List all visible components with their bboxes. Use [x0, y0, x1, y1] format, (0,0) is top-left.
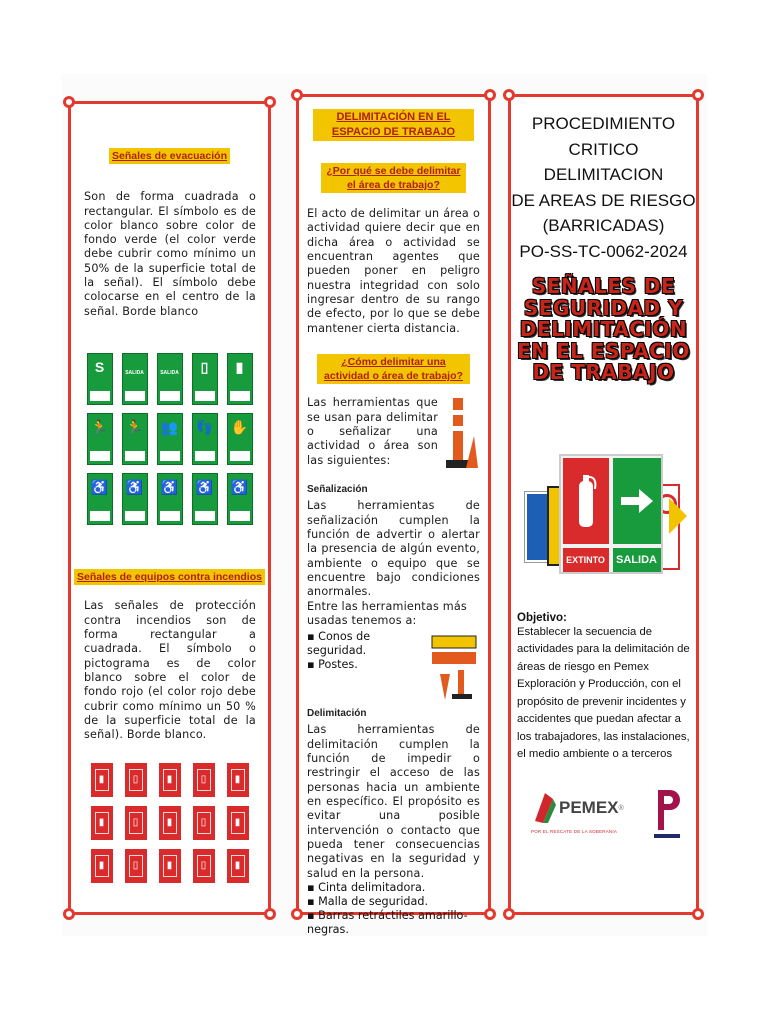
fire-equipment-sign [227, 763, 249, 797]
signs-illustration [519, 454, 689, 604]
traffic-cone-post-icon [438, 396, 480, 476]
fire-equipment-icon: ▯ [197, 769, 211, 791]
fire-equipment-text: Las señales de protección contra incendios son de forma rectangular a cuadrada. El símbolo o pictograma es de color blanco sobre el color de fondo rojo (el color rojo debe cubrir como mínimo un 50 % de la superficie total de la señal). Borde blanco. [84, 599, 256, 742]
procedure-title-line: PROCEDIMIENTO [531, 114, 676, 133]
evacuation-text: Son de forma cuadrada o rectangular. El símbolo es de color blanco sobre color de fondo verde (el color verde debe cubrir como mínimo un 50% de la superficie total de la señal). El símbolo debe colocarse en el centro de la señal. Borde blanco [84, 190, 256, 318]
pemex-wordmark: PEMEX [559, 798, 619, 818]
fire-equipment-sign [227, 806, 249, 840]
procedure-title-line: (BARRICADAS) [542, 216, 665, 235]
fire-equipment-icon: ▮ [231, 769, 245, 791]
exit-arrow-icon [613, 458, 661, 544]
evacuation-sign [122, 473, 148, 525]
fire-equipment-icon: ▯ [129, 855, 143, 877]
sign-caption-strip [160, 511, 180, 521]
sign-pictogram-icon: ♿ [160, 479, 179, 496]
fire-equipment-sign [227, 849, 249, 883]
delimitation-title: DELIMITACIÓN EN EL ESPACIO DE TRABAJO [313, 109, 474, 141]
panel-middle [296, 94, 491, 936]
fire-equipment-sign [159, 806, 181, 840]
question-how: ¿Cómo delimitar una actividad o área de trabajo? [317, 354, 470, 384]
evacuation-sign [227, 353, 253, 405]
fire-equipment-sign [91, 763, 113, 797]
evacuation-sign [87, 413, 113, 465]
corner-ornament [484, 89, 496, 101]
panel-cover [508, 94, 699, 915]
fire-equipment-sign [159, 763, 181, 797]
sign-pictogram-icon: ▮ [235, 359, 244, 376]
p-logo-icon [652, 786, 682, 840]
logos-row [531, 786, 682, 840]
sign-pictogram-icon: ♿ [125, 479, 144, 496]
cones-barrier-icon [428, 630, 480, 700]
fire-equipment-icon: ▮ [231, 855, 245, 877]
sign-pictogram-icon: ♿ [230, 479, 249, 496]
list-item: ▪ Postes. [307, 658, 428, 672]
evacuation-sign [192, 473, 218, 525]
answer-how: Las herramientas que se usan para delimitar o señalizar una actividad o área son las siguientes: [307, 396, 438, 467]
sign-pictogram-icon: 🏃 [90, 419, 109, 436]
corner-ornament [503, 89, 515, 101]
sign-caption-strip [160, 451, 180, 461]
panel-left [68, 101, 271, 915]
sign-caption-strip [195, 451, 215, 461]
fire-equipment-sign [193, 849, 215, 883]
sign-caption-strip [230, 511, 250, 521]
objective-text: Establecer la secuencia de actividades para la delimitación de áreas de riesgo en Pemex Exploración y Producción, con el propósito de prevenir incidentes y accidentes que puedan afectar a los trabajadores, las instalaciones, el medio ambiente o a terceros [517, 625, 690, 761]
fire-equipment-icon: ▯ [129, 769, 143, 791]
fire-equipment-icon: ▮ [163, 812, 177, 834]
main-heading-line: SEGURIDAD Y [523, 295, 684, 320]
extinguisher-label: EXTINTO [563, 548, 609, 572]
delimitation-text: Las herramientas de delimitación cumplen la función de impedir o restringir el acceso de las personas hacia un ambiente en específico. El propósito es evitar una posible intervención o contacto que pueda tener consecuencias negativas en la seguridad y salud en la persona. [307, 723, 480, 880]
sign-caption-strip [230, 451, 250, 461]
registered-mark: ® [618, 804, 624, 812]
corner-ornament [63, 908, 75, 920]
list-item: ▪ Conos de seguridad. [307, 630, 428, 658]
procedure-title-line: CRITICO DELIMITACION [543, 139, 664, 184]
fire-signs-grid [71, 763, 268, 883]
corner-ornament [264, 908, 276, 920]
fire-equipment-sign [193, 763, 215, 797]
pemex-tagline: POR EL RESCATE DE LA SOBERANÍA [531, 829, 618, 835]
procedure-title [511, 111, 696, 264]
evacuation-signs-grid [71, 353, 268, 525]
sign-caption-strip [230, 391, 250, 401]
main-sign-board [559, 454, 663, 574]
main-heading-line: SEÑALES DE [531, 274, 676, 298]
procedure-title-line: DE AREAS DE RIESGO [511, 190, 696, 210]
signaling-subtitle: Señalización [307, 484, 368, 496]
evacuation-sign [87, 353, 113, 405]
signaling-tools-list [307, 630, 428, 700]
sign-pictogram-icon: S [94, 359, 105, 376]
pemex-eagle-icon [531, 791, 557, 825]
corner-ornament [63, 96, 75, 108]
main-heading-line: EN EL ESPACIO [517, 338, 690, 363]
fire-equipment-sign [159, 849, 181, 883]
list-item: ▪ Malla de seguridad. [307, 895, 480, 909]
fire-equipment-icon: ▮ [231, 812, 245, 834]
evacuation-sign [157, 413, 183, 465]
sign-pictogram-icon: 🏃 [125, 419, 144, 436]
sign-caption-strip [125, 451, 145, 461]
sign-label: SALIDA [160, 370, 179, 377]
question-why: ¿Por qué se debe delimitar el área de trabajo? [321, 163, 466, 193]
fire-equipment-icon: ▮ [95, 769, 109, 791]
sign-pictogram-icon: 👥 [160, 419, 179, 436]
fire-equipment-icon: ▮ [163, 855, 177, 877]
fire-equipment-icon: ▮ [95, 812, 109, 834]
delimitation-tools-list [307, 881, 480, 937]
fire-equipment-sign [91, 806, 113, 840]
corner-ornament [484, 908, 496, 920]
procedure-code: PO-SS-TC-0062-2024 [519, 241, 688, 261]
fire-equipment-sign [193, 806, 215, 840]
main-heading [511, 276, 696, 384]
pemex-logo [531, 791, 624, 834]
sign-pictogram-icon: ♿ [195, 479, 214, 496]
sign-caption-strip [195, 391, 215, 401]
sign-pictogram-icon: ▯ [200, 359, 209, 376]
delimitation-subtitle: Delimitación [307, 708, 367, 720]
objective-title: Objetivo: [517, 611, 567, 624]
evacuation-sign [157, 473, 183, 525]
sign-caption-strip [90, 511, 110, 521]
arrow-sign [669, 498, 687, 534]
signaling-text-2: Entre las herramientas más usadas tenemos a: [307, 599, 467, 627]
main-heading-line: DE TRABAJO [532, 360, 675, 385]
corner-ornament [291, 908, 303, 920]
sign-caption-strip [125, 511, 145, 521]
sign-caption-strip [90, 391, 110, 401]
evacuation-title: Señales de evacuación [109, 148, 230, 164]
evacuation-sign [87, 473, 113, 525]
fire-equipment-title: Señales de equipos contra incendios [74, 569, 265, 585]
sign-pictogram-icon: ♿ [90, 479, 109, 496]
fire-equipment-sign [91, 849, 113, 883]
signaling-text: Las herramientas de señalización cumplen la función de advertir o alertar la presencia de algún evento, ambiente o equipo que se encuentre bajo condiciones anormales. [307, 499, 480, 599]
fire-equipment-sign [125, 849, 147, 883]
evacuation-sign [122, 353, 148, 405]
fire-equipment-icon: ▮ [95, 855, 109, 877]
fire-equipment-icon: ▯ [129, 812, 143, 834]
extinguisher-icon [563, 458, 609, 544]
fire-equipment-sign [125, 806, 147, 840]
list-item: ▪ Barras retráctiles amarillo-negras. [307, 909, 480, 937]
evacuation-sign [227, 413, 253, 465]
main-heading-line: DELIMITACIÓN [519, 317, 688, 342]
corner-ornament [692, 89, 704, 101]
sign-pictogram-icon: 👣 [195, 419, 214, 436]
answer-why: El acto de delimitar un área o actividad quiere decir que en dicha área o actividad se encuentran agentes que pueden poner en peligro nuestra integridad con solo ingresar dentro de su rango de efecto, por lo que se debe mantener cierta distancia. [307, 207, 480, 335]
corner-ornament [692, 908, 704, 920]
evacuation-sign [192, 413, 218, 465]
fire-equipment-icon: ▮ [163, 769, 177, 791]
corner-ornament [291, 89, 303, 101]
list-item: ▪ Cinta delimitadora. [307, 881, 480, 895]
sign-label: SALIDA [125, 370, 144, 377]
sign-pictogram-icon: ✋ [230, 419, 249, 436]
evacuation-sign [192, 353, 218, 405]
fire-equipment-sign [125, 763, 147, 797]
corner-ornament [503, 908, 515, 920]
sign-caption-strip [90, 451, 110, 461]
fire-equipment-icon: ▯ [197, 855, 211, 877]
sign-caption-strip [195, 511, 215, 521]
fire-equipment-icon: ▯ [197, 812, 211, 834]
corner-ornament [264, 96, 276, 108]
exit-label: SALIDA [613, 548, 661, 572]
evacuation-sign [122, 413, 148, 465]
sign-caption-strip [125, 391, 145, 401]
evacuation-sign [157, 353, 183, 405]
sign-caption-strip [160, 391, 180, 401]
evacuation-sign [227, 473, 253, 525]
